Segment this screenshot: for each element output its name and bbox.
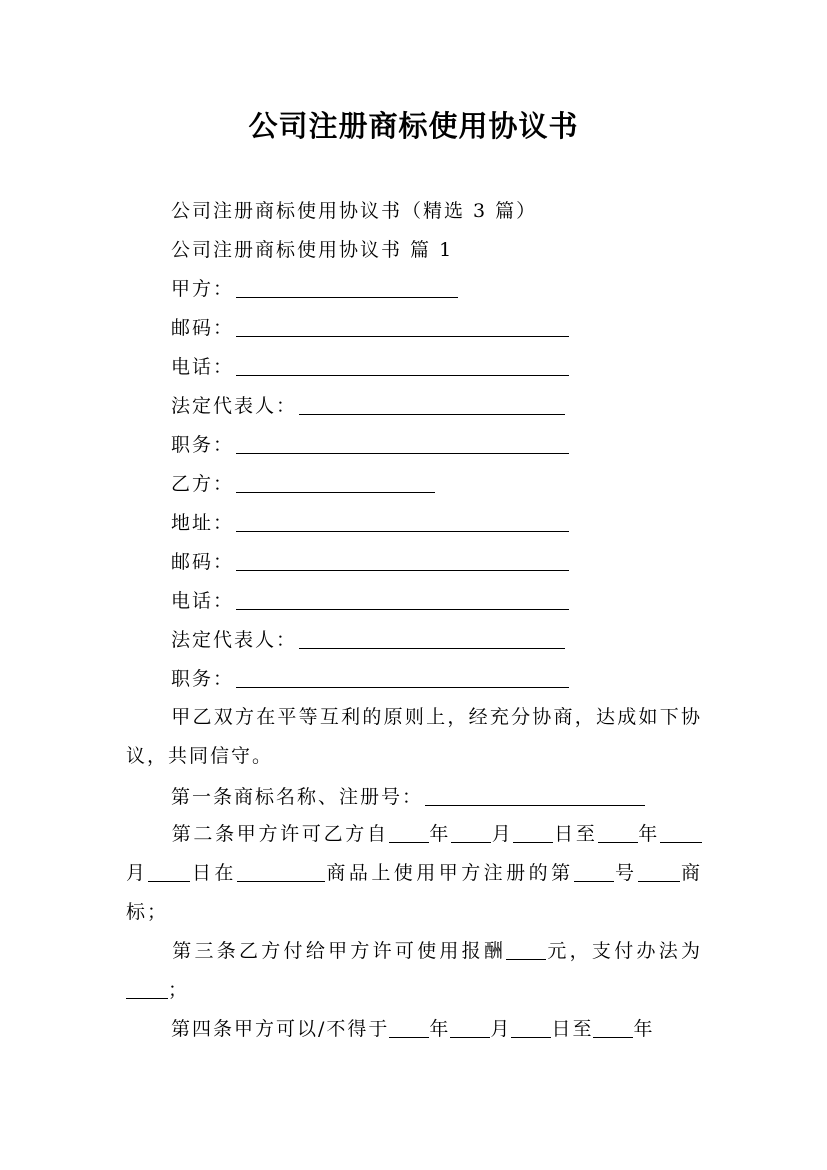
position-b-blank bbox=[236, 669, 569, 688]
article-2-year: 年 bbox=[428, 823, 452, 845]
article-2-month: 月 bbox=[491, 823, 514, 845]
article-4 bbox=[126, 1010, 702, 1049]
legal-rep-b-blank bbox=[299, 630, 565, 649]
postcode-a-label: 邮码： bbox=[171, 317, 235, 339]
phone-b-field bbox=[171, 589, 569, 613]
party-a-field bbox=[171, 277, 458, 301]
article-1-text: 第一条商标名称、注册号： bbox=[171, 786, 424, 808]
article-2-month-end: 月 bbox=[126, 862, 149, 884]
position-a-blank bbox=[236, 435, 569, 454]
article-2-day-to: 日至 bbox=[553, 823, 598, 845]
article-3 bbox=[126, 932, 702, 1010]
phone-b-label: 电话： bbox=[171, 590, 235, 612]
legal-rep-b-field bbox=[171, 628, 565, 652]
article-1-blank bbox=[425, 787, 645, 806]
phone-a-blank bbox=[236, 357, 569, 376]
phone-b-blank bbox=[236, 591, 569, 610]
position-b-label: 职务： bbox=[171, 668, 235, 690]
postcode-b-blank bbox=[236, 552, 569, 571]
article-3-payment: 元，支付办法为 bbox=[546, 940, 702, 962]
postcode-a-field bbox=[171, 316, 569, 340]
party-b-label: 乙方： bbox=[171, 473, 235, 495]
article-3-text: 第三条乙方付给甲方许可使用报酬 bbox=[171, 940, 507, 962]
article-2-num: 号 bbox=[613, 862, 638, 884]
party-a-label: 甲方： bbox=[171, 278, 235, 300]
article-4-month: 月 bbox=[490, 1018, 512, 1040]
article-2-year-end: 年 bbox=[637, 823, 660, 845]
phone-a-field bbox=[171, 355, 569, 379]
article-4-year: 年 bbox=[429, 1018, 451, 1040]
document-subtitle: 公司注册商标使用协议书（精选 3 篇） bbox=[171, 200, 538, 222]
postcode-b-label: 邮码： bbox=[171, 551, 235, 573]
article-2-day-in: 日在 bbox=[190, 862, 237, 884]
position-a-label: 职务： bbox=[171, 434, 235, 456]
legal-rep-a-blank bbox=[299, 396, 565, 415]
article-1 bbox=[171, 785, 645, 809]
address-b-field bbox=[171, 511, 569, 535]
intro-paragraph bbox=[126, 698, 702, 776]
legal-rep-a-field bbox=[171, 394, 565, 418]
phone-a-label: 电话： bbox=[171, 356, 235, 378]
article-2-text: 第二条甲方许可乙方自 bbox=[171, 823, 389, 845]
document-title: 公司注册商标使用协议书 bbox=[248, 109, 579, 143]
section-heading: 公司注册商标使用协议书 篇 1 bbox=[171, 239, 454, 261]
legal-rep-b-label: 法定代表人： bbox=[171, 629, 298, 651]
article-4-text: 第四条甲方可以/不得于 bbox=[171, 1018, 390, 1040]
article-3-end: ； bbox=[168, 979, 190, 1001]
position-a-field bbox=[171, 433, 569, 457]
article-2 bbox=[126, 815, 702, 932]
postcode-b-field bbox=[171, 550, 569, 574]
article-4-year-end: 年 bbox=[633, 1018, 655, 1040]
article-2-goods: 商品上使用甲方注册的第 bbox=[324, 862, 574, 884]
party-a-blank bbox=[236, 279, 458, 298]
postcode-a-blank bbox=[236, 318, 569, 337]
article-4-day-to: 日至 bbox=[551, 1018, 594, 1040]
party-b-blank bbox=[236, 474, 435, 493]
position-b-field bbox=[171, 667, 569, 691]
article-2-trademark: 商标； bbox=[126, 862, 702, 923]
legal-rep-a-label: 法定代表人： bbox=[171, 395, 298, 417]
address-b-label: 地址： bbox=[171, 512, 235, 534]
address-b-blank bbox=[236, 513, 569, 532]
intro-text: 甲乙双方在平等互利的原则上，经充分协商，达成如下协议，共同信守。 bbox=[126, 706, 702, 767]
party-b-field bbox=[171, 472, 435, 496]
